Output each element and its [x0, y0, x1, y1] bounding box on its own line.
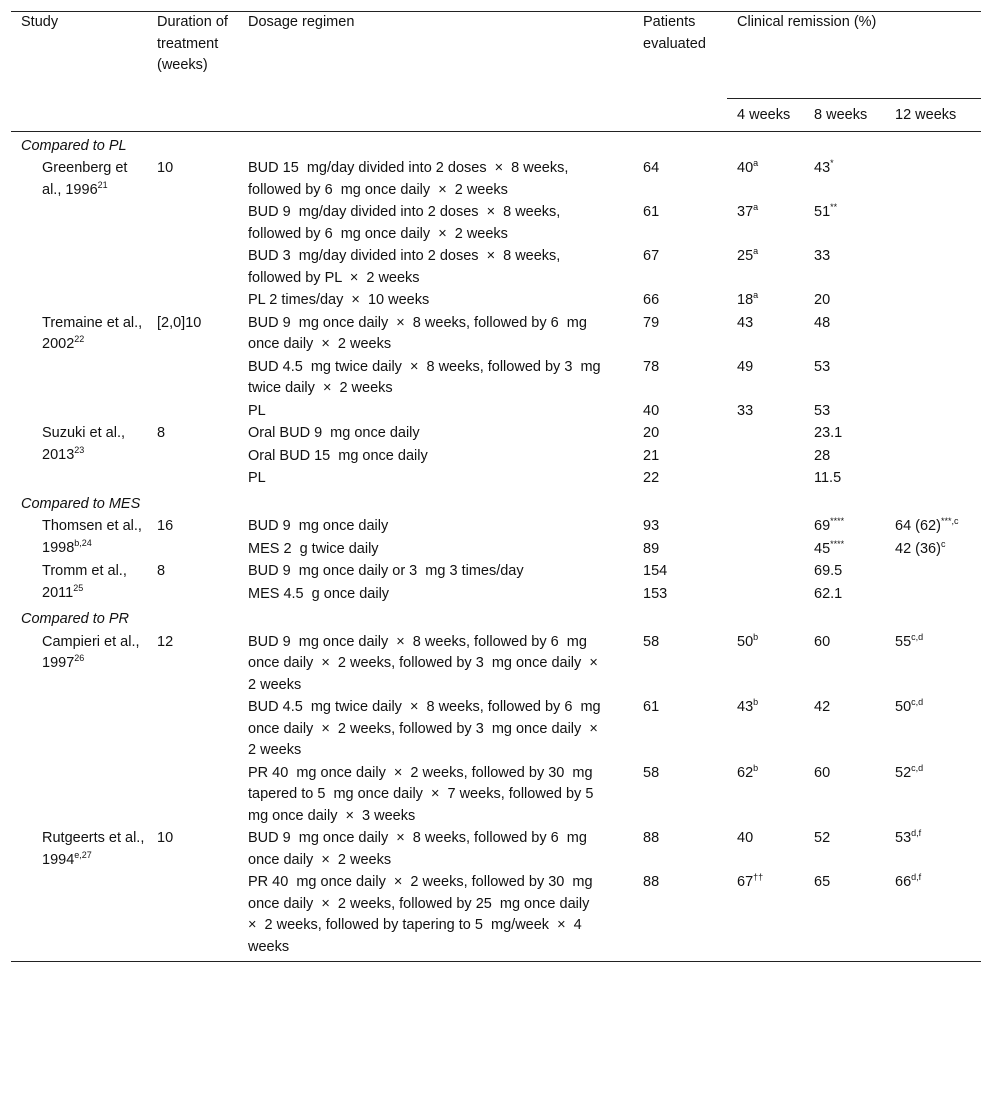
bottom-rule-line — [11, 962, 981, 963]
remission-4w-cell — [727, 538, 804, 561]
remission-4w-cell-text: 49 — [737, 358, 754, 375]
remission-4w-cell — [727, 871, 804, 962]
dosage-cell-text: PL 2 times/day × 10 weeks — [248, 292, 430, 308]
col-header-duration: Duration of treatment (weeks) — [157, 14, 228, 73]
patients-cell-text: 22 — [643, 470, 660, 486]
remission-12w-cell-footnote: ***,c — [940, 516, 959, 526]
remission-8w-cell — [804, 356, 885, 400]
remission-8w-cell — [804, 312, 885, 356]
patients-cell-text: 20 — [643, 425, 660, 441]
section-title — [11, 490, 981, 516]
remission-12w-cell-footnote: d,f — [911, 828, 922, 838]
duration-cell-text: 8 — [157, 563, 166, 579]
dosage-cell-text: BUD 4.5 mg twice daily × 8 weeks, followed by 6 mg once daily × 2 weeks, followed by 3 mg once daily × 2 weeks — [248, 699, 606, 758]
dosage-cell-text: BUD 9 mg once daily × 8 weeks, followed by 6 mg once daily × 2 weeks — [248, 314, 591, 352]
remission-8w-cell-footnote: **** — [830, 538, 845, 549]
remission-12w-cell — [885, 467, 981, 490]
remission-8w-cell-text: 28 — [814, 447, 831, 464]
remission-12w-cell — [885, 356, 981, 400]
remission-4w-cell — [727, 762, 804, 828]
patients-cell-text: 93 — [643, 518, 660, 534]
col-header-12-weeks: 12 weeks — [895, 107, 957, 123]
remission-4w-cell — [727, 422, 804, 445]
remission-12w-cell-footnote: c — [940, 538, 946, 549]
duration-cell — [147, 157, 238, 312]
duration-cell — [147, 631, 238, 828]
patients-cell — [633, 871, 727, 962]
remission-12w-cell-text: 42 (36) — [895, 540, 941, 557]
remission-4w-cell — [727, 560, 804, 583]
patients-cell — [633, 696, 727, 762]
dosage-cell — [238, 762, 633, 828]
patients-cell — [633, 289, 727, 312]
dosage-cell-text: PL — [248, 402, 266, 419]
duration-cell — [147, 560, 238, 605]
study-name — [11, 157, 147, 312]
study-name-footnote: 25 — [73, 582, 84, 593]
study-name-footnote: b,24 — [74, 537, 92, 548]
remission-4w-cell — [727, 201, 804, 245]
clinical-remission-table — [11, 11, 981, 962]
study-name — [11, 560, 147, 605]
patients-cell-text: 89 — [643, 540, 660, 557]
patients-cell — [633, 583, 727, 606]
remission-4w-cell — [727, 312, 804, 356]
remission-12w-cell — [885, 631, 981, 697]
duration-cell-text: 16 — [157, 518, 174, 534]
dosage-cell-text: BUD 3 mg/day divided into 2 doses × 8 weeks, followed by PL × 2 weeks — [248, 248, 565, 286]
dosage-cell — [238, 515, 633, 538]
remission-4w-cell-footnote: †† — [753, 872, 764, 882]
patients-cell-text: 66 — [643, 292, 660, 308]
remission-12w-cell-text: 53 — [895, 830, 912, 846]
duration-cell — [147, 422, 238, 490]
patients-cell — [633, 201, 727, 245]
dosage-cell — [238, 157, 633, 201]
remission-4w-cell-text: 40 — [737, 160, 754, 176]
remission-4w-cell-text: 33 — [737, 402, 754, 419]
remission-4w-cell — [727, 827, 804, 871]
dosage-cell-text: BUD 9 mg once daily × 8 weeks, followed by 6 mg once daily × 2 weeks, followed by 3 mg once daily × 2 weeks — [248, 633, 606, 693]
dosage-cell — [238, 445, 633, 468]
patients-cell — [633, 422, 727, 445]
study-name — [11, 312, 147, 423]
remission-12w-cell — [885, 696, 981, 762]
remission-8w-cell-text: 11.5 — [814, 470, 842, 486]
remission-4w-cell — [727, 157, 804, 201]
remission-4w-cell — [727, 445, 804, 468]
section-title — [11, 605, 981, 631]
remission-12w-cell-footnote: c,d — [911, 762, 924, 773]
study-name — [11, 515, 147, 560]
study-name-footnote: 22 — [74, 334, 85, 344]
duration-cell — [147, 312, 238, 423]
patients-cell-text: 40 — [643, 402, 660, 419]
remission-8w-cell-text: 52 — [814, 830, 831, 846]
table-row — [11, 827, 981, 871]
dosage-cell-text: BUD 9 mg once daily or 3 mg 3 times/day — [248, 563, 524, 579]
remission-8w-cell-text: 45 — [814, 540, 831, 557]
remission-12w-cell-text: 55 — [895, 633, 912, 650]
patients-cell — [633, 762, 727, 828]
remission-8w-cell-text: 69.5 — [814, 563, 843, 579]
remission-12w-cell — [885, 422, 981, 445]
remission-12w-cell-footnote: d,f — [911, 872, 922, 882]
remission-4w-cell-footnote: a — [753, 158, 759, 168]
patients-cell-text: 88 — [643, 874, 660, 890]
dosage-cell-text: PL — [248, 470, 266, 486]
remission-8w-cell — [804, 245, 885, 289]
remission-12w-cell-text: 66 — [895, 874, 912, 890]
remission-4w-cell-text: 25 — [737, 248, 754, 264]
dosage-cell-text: BUD 9 mg once daily × 8 weeks, followed by 6 mg once daily × 2 weeks — [248, 830, 591, 868]
bottom-rule — [11, 962, 981, 963]
col-header-dosage: Dosage regimen — [248, 14, 355, 30]
study-name-text: Rutgeerts et al., 1994 — [42, 830, 145, 868]
remission-12w-cell — [885, 157, 981, 201]
study-name-text: Thomsen et al., 1998 — [42, 518, 142, 556]
remission-8w-cell-text: 43 — [814, 160, 831, 176]
table-row — [11, 312, 981, 356]
study-name — [11, 827, 147, 962]
remission-8w-cell — [804, 515, 885, 538]
remission-4w-cell — [727, 583, 804, 606]
remission-12w-cell — [885, 515, 981, 538]
dosage-cell-text: MES 2 g twice daily — [248, 540, 379, 557]
section-row — [11, 490, 981, 516]
patients-cell-text: 58 — [643, 764, 660, 781]
col-header-4-weeks: 4 weeks — [737, 107, 791, 123]
col-header-8-weeks: 8 weeks — [814, 107, 868, 123]
remission-8w-cell — [804, 422, 885, 445]
remission-4w-cell-footnote: a — [753, 290, 759, 300]
remission-4w-cell — [727, 289, 804, 312]
remission-8w-cell — [804, 538, 885, 561]
remission-8w-cell-footnote: **** — [830, 516, 845, 526]
remission-8w-cell — [804, 696, 885, 762]
remission-8w-cell-text: 53 — [814, 402, 831, 419]
remission-8w-cell — [804, 583, 885, 606]
remission-8w-cell-text: 60 — [814, 764, 831, 781]
remission-8w-cell — [804, 201, 885, 245]
section-title-text: Compared to PL — [21, 137, 127, 154]
remission-12w-cell-footnote: c,d — [911, 697, 924, 707]
remission-12w-cell — [885, 583, 981, 606]
remission-12w-cell — [885, 245, 981, 289]
remission-8w-cell — [804, 560, 885, 583]
remission-8w-cell — [804, 871, 885, 962]
remission-8w-cell — [804, 631, 885, 697]
dosage-cell — [238, 356, 633, 400]
remission-4w-cell — [727, 245, 804, 289]
table-row — [11, 515, 981, 538]
remission-8w-cell-text: 51 — [814, 204, 831, 220]
study-name — [11, 422, 147, 490]
study-name-text: Campieri et al., 1997 — [42, 633, 140, 671]
remission-8w-cell-text: 60 — [814, 633, 831, 650]
remission-4w-cell-footnote: b — [753, 762, 759, 773]
patients-cell — [633, 631, 727, 697]
dosage-cell — [238, 631, 633, 697]
remission-8w-cell — [804, 289, 885, 312]
dosage-cell — [238, 827, 633, 871]
patients-cell-text: 78 — [643, 358, 660, 375]
dosage-cell — [238, 696, 633, 762]
patients-cell-text: 21 — [643, 447, 660, 464]
study-name — [11, 631, 147, 828]
dosage-cell — [238, 560, 633, 583]
remission-8w-cell — [804, 445, 885, 468]
patients-cell — [633, 467, 727, 490]
study-name-text: Tromm et al., 2011 — [42, 563, 127, 601]
table-row — [11, 560, 981, 583]
patients-cell — [633, 400, 727, 423]
table-body — [11, 131, 981, 962]
duration-cell — [147, 827, 238, 962]
duration-cell-text: 10 — [157, 160, 174, 176]
patients-cell-text: 61 — [643, 204, 660, 220]
remission-4w-cell — [727, 696, 804, 762]
dosage-cell-text: PR 40 mg once daily × 2 weeks, followed by 30 mg tapered to 5 mg once daily × 7 weeks, followed by 5 mg once daily × 3 weeks — [248, 764, 602, 824]
remission-12w-cell-text: 52 — [895, 764, 912, 781]
dosage-cell-text: Oral BUD 15 mg once daily — [248, 447, 428, 464]
duration-cell-text: 8 — [157, 425, 166, 441]
remission-4w-cell-text: 43 — [737, 314, 754, 331]
remission-8w-cell — [804, 467, 885, 490]
dosage-cell — [238, 871, 633, 962]
remission-8w-cell-footnote: ** — [830, 202, 838, 212]
patients-cell — [633, 827, 727, 871]
remission-4w-cell-text: 67 — [737, 874, 754, 890]
section-title-text: Compared to PR — [21, 611, 129, 627]
dosage-cell — [238, 467, 633, 490]
dosage-cell — [238, 245, 633, 289]
remission-4w-cell-footnote: a — [753, 246, 759, 256]
remission-12w-cell — [885, 400, 981, 423]
remission-8w-cell-text: 53 — [814, 358, 831, 375]
dosage-cell — [238, 583, 633, 606]
patients-cell-text: 153 — [643, 585, 668, 602]
table-row — [11, 157, 981, 201]
patients-cell — [633, 312, 727, 356]
dosage-cell — [238, 400, 633, 423]
remission-4w-cell-text: 37 — [737, 204, 754, 220]
patients-cell — [633, 245, 727, 289]
remission-8w-cell-text: 20 — [814, 292, 831, 308]
remission-12w-cell — [885, 560, 981, 583]
duration-cell-text: 10 — [157, 830, 174, 846]
dosage-cell — [238, 422, 633, 445]
remission-4w-cell — [727, 515, 804, 538]
remission-12w-cell-text: 64 (62) — [895, 518, 941, 534]
table-row — [11, 422, 981, 445]
remission-12w-cell-footnote: c,d — [911, 631, 924, 642]
remission-12w-cell — [885, 827, 981, 871]
remission-4w-cell — [727, 467, 804, 490]
remission-8w-cell-text: 23.1 — [814, 425, 843, 441]
study-name-footnote: 23 — [74, 444, 85, 455]
patients-cell — [633, 157, 727, 201]
patients-cell-text: 154 — [643, 563, 668, 579]
remission-4w-cell — [727, 631, 804, 697]
duration-cell — [147, 515, 238, 560]
dosage-cell — [238, 201, 633, 245]
dosage-cell-text: MES 4.5 g once daily — [248, 585, 390, 602]
remission-4w-cell-text: 62 — [737, 764, 754, 781]
patients-cell — [633, 445, 727, 468]
section-row — [11, 605, 981, 631]
remission-12w-cell — [885, 445, 981, 468]
patients-cell-text: 67 — [643, 248, 660, 264]
dosage-cell-text: BUD 4.5 mg twice daily × 8 weeks, followed by 3 mg twice daily × 2 weeks — [248, 358, 605, 396]
duration-cell-text: [2,0]10 — [157, 314, 202, 331]
table-row — [11, 631, 981, 697]
dosage-cell — [238, 289, 633, 312]
patients-cell — [633, 560, 727, 583]
col-header-study: Study — [21, 14, 59, 30]
study-name-footnote: 21 — [97, 179, 108, 190]
remission-4w-cell-text: 18 — [737, 292, 754, 308]
dosage-cell — [238, 312, 633, 356]
patients-cell — [633, 538, 727, 561]
remission-8w-cell — [804, 762, 885, 828]
remission-4w-cell-footnote: b — [753, 631, 759, 642]
remission-8w-cell-text: 33 — [814, 248, 831, 264]
patients-cell — [633, 515, 727, 538]
col-header-patients: Patients evaluated — [643, 14, 706, 52]
dosage-cell-text: BUD 15 mg/day divided into 2 doses × 8 weeks, followed by 6 mg once daily × 2 weeks — [248, 160, 573, 198]
remission-8w-cell — [804, 157, 885, 201]
patients-cell-text: 61 — [643, 699, 660, 715]
remission-8w-cell-footnote: * — [830, 158, 834, 168]
patients-cell-text: 79 — [643, 314, 660, 331]
study-name-text: Suzuki et al., 2013 — [42, 425, 126, 463]
remission-12w-cell — [885, 538, 981, 561]
remission-8w-cell-text: 42 — [814, 699, 831, 715]
study-name-footnote: 26 — [74, 653, 85, 663]
remission-12w-cell-text: 50 — [895, 699, 912, 715]
study-name-footnote: e,27 — [74, 849, 92, 860]
remission-4w-cell — [727, 356, 804, 400]
remission-8w-cell-text: 62.1 — [814, 585, 843, 602]
remission-8w-cell — [804, 400, 885, 423]
dosage-cell-text: BUD 9 mg once daily — [248, 518, 389, 534]
dosage-cell — [238, 538, 633, 561]
patients-cell-text: 88 — [643, 830, 660, 846]
col-header-remission: Clinical remission (%) — [727, 12, 981, 99]
remission-8w-cell-text: 48 — [814, 314, 831, 331]
duration-cell-text: 12 — [157, 633, 174, 650]
dosage-cell-text: Oral BUD 9 mg once daily — [248, 425, 420, 441]
section-row — [11, 131, 981, 157]
remission-4w-cell — [727, 400, 804, 423]
study-name-text: Greenberg et al., 1996 — [42, 160, 128, 198]
remission-12w-cell — [885, 312, 981, 356]
patients-cell-text: 64 — [643, 160, 660, 176]
dosage-cell-text: BUD 9 mg/day divided into 2 doses × 8 weeks, followed by 6 mg once daily × 2 weeks — [248, 204, 565, 242]
remission-12w-cell — [885, 762, 981, 828]
dosage-cell-text: PR 40 mg once daily × 2 weeks, followed by 30 mg once daily × 2 weeks, followed by 25 mg once daily × 2 weeks, followed by tapering to 5 mg/week × 4 weeks — [248, 874, 598, 955]
patients-cell — [633, 356, 727, 400]
study-name-text: Tremaine et al., 2002 — [42, 314, 143, 352]
remission-8w-cell-text: 65 — [814, 874, 831, 890]
remission-4w-cell-text: 50 — [737, 633, 754, 650]
remission-4w-cell-footnote: b — [753, 697, 759, 707]
section-title-text: Compared to MES — [21, 495, 141, 512]
remission-12w-cell — [885, 201, 981, 245]
remission-4w-cell-text: 43 — [737, 699, 754, 715]
remission-8w-cell-text: 69 — [814, 518, 831, 534]
remission-8w-cell — [804, 827, 885, 871]
section-title — [11, 131, 981, 157]
remission-4w-cell-footnote: a — [753, 202, 759, 212]
remission-4w-cell-text: 40 — [737, 830, 754, 846]
patients-cell-text: 58 — [643, 633, 660, 650]
remission-12w-cell — [885, 871, 981, 962]
remission-12w-cell — [885, 289, 981, 312]
